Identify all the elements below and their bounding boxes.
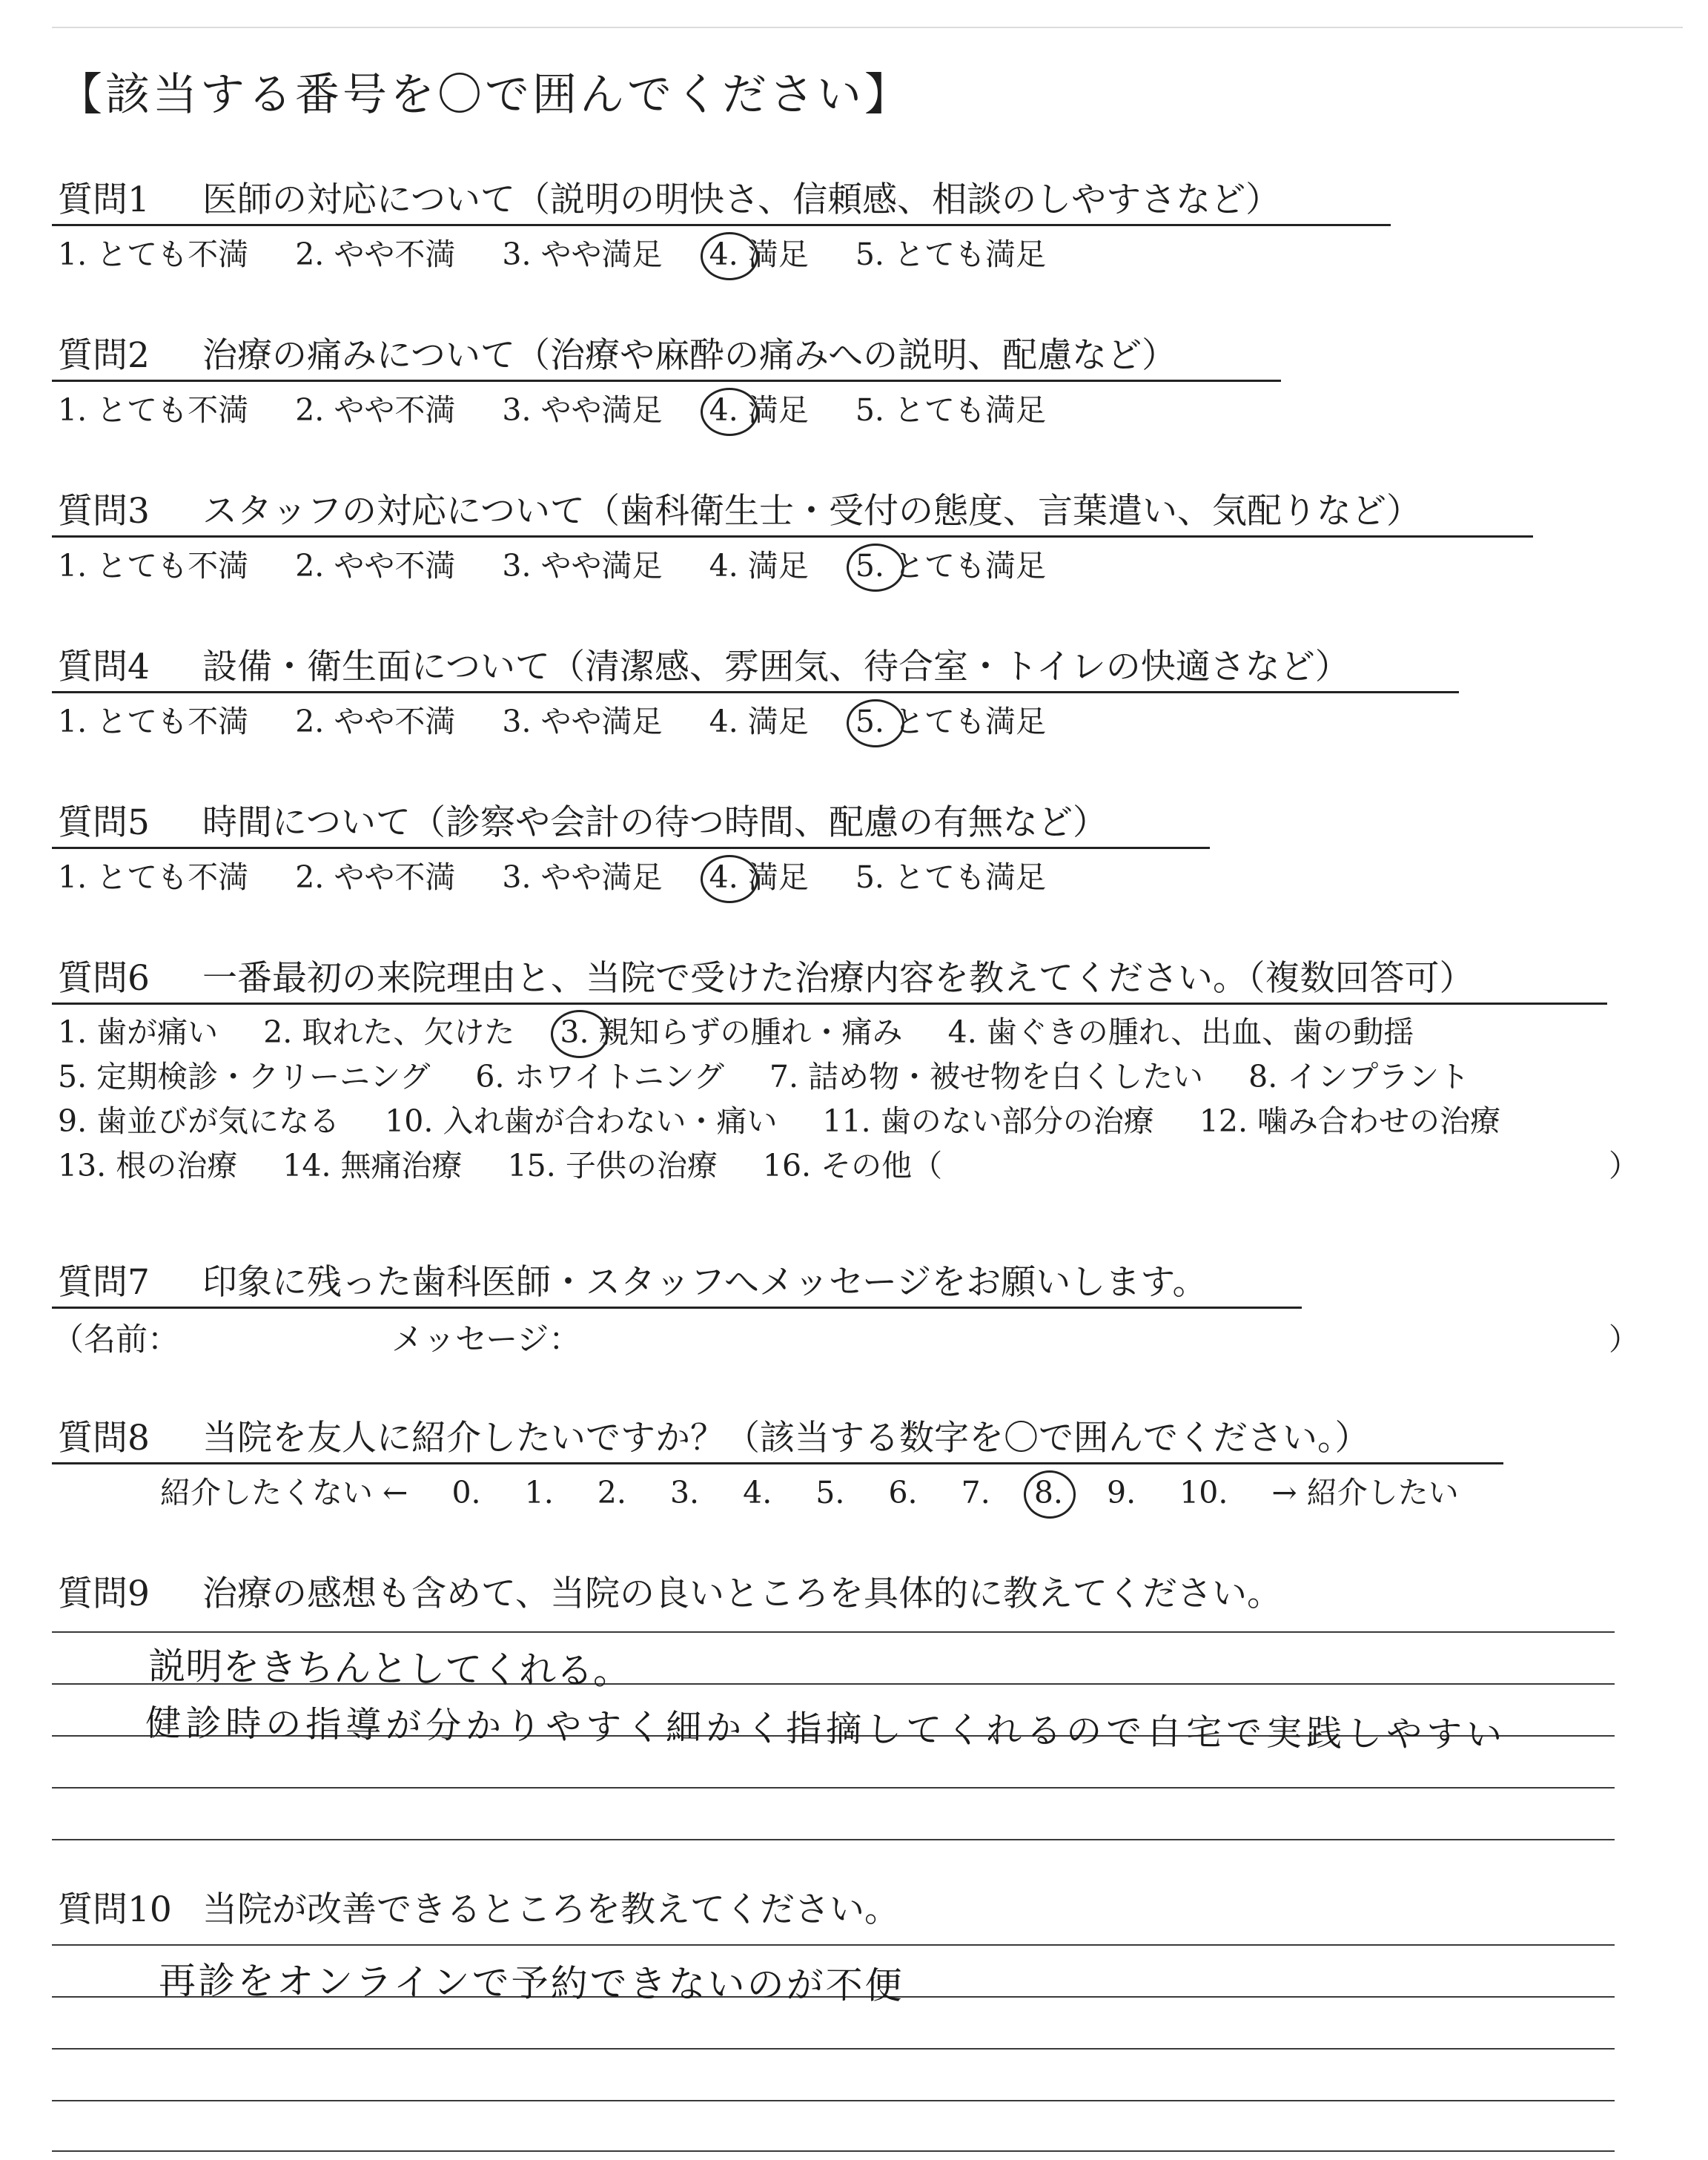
question-4-options	[58, 704, 1083, 739]
question-underline	[52, 1003, 1607, 1005]
question-5-title	[58, 802, 1108, 843]
question-4-title	[58, 647, 1350, 687]
scale-0[interactable]: 0.	[451, 1475, 481, 1510]
top-border	[52, 27, 1683, 28]
option-4[interactable]	[709, 237, 809, 272]
option-3[interactable]: 3. やや満足	[502, 392, 663, 428]
question-number: 質問6	[58, 958, 150, 999]
question-underline	[52, 1462, 1503, 1464]
answer-circle	[701, 388, 758, 436]
question-8-title	[58, 1418, 1370, 1459]
option-4[interactable]: 4. 満足	[709, 704, 809, 739]
scale-7[interactable]: 7.	[961, 1475, 990, 1510]
option-1[interactable]: 1. とても不満	[58, 548, 249, 584]
question-6-title	[58, 958, 1474, 999]
writing-line	[52, 1631, 1615, 1633]
scale-10[interactable]: 10.	[1179, 1475, 1228, 1510]
question-1-options	[58, 237, 1083, 272]
option-1[interactable]: 1. とても不満	[58, 704, 249, 739]
question-underline	[52, 535, 1533, 538]
option-2[interactable]: 2. やや不満	[295, 548, 456, 584]
q6-option-16[interactable]: 16. その他（	[762, 1148, 943, 1183]
question-text: 当院が改善できるところを教えてください。	[202, 1889, 899, 1930]
answer-circle	[1024, 1470, 1076, 1519]
q6-option-7[interactable]: 7. 詰め物・被せ物を白くしたい	[769, 1059, 1204, 1094]
question-underline	[52, 380, 1281, 382]
scale-right-label: → 紹介したい	[1271, 1475, 1459, 1510]
option-2[interactable]: 2. やや不満	[295, 704, 456, 739]
question-number: 質問7	[58, 1262, 150, 1303]
question-3-title	[58, 491, 1422, 532]
recommend-scale	[160, 1475, 1493, 1510]
q6-option-11[interactable]: 11. 歯のない部分の治療	[822, 1103, 1154, 1139]
question-number: 質問5	[58, 802, 150, 843]
option-1[interactable]: 1. とても不満	[58, 237, 249, 272]
q6-options-row-2	[58, 1059, 1505, 1094]
question-underline	[52, 1307, 1302, 1309]
q6-option-4[interactable]: 4. 歯ぐきの腫れ、出血、歯の動揺	[947, 1014, 1414, 1050]
question-number: 質問4	[58, 647, 150, 687]
handwritten-answer: 再診をオンラインで予約できないのが不便	[158, 1959, 904, 2008]
question-text: 医師の対応について（説明の明快さ、信頼感、相談のしやすさなど）	[202, 179, 1281, 220]
option-5-label: 5. とても満足	[855, 548, 1046, 584]
question-9-title	[58, 1573, 1282, 1614]
writing-line	[52, 2048, 1615, 2050]
question-text: 当院を友人に紹介したいですか？（該当する数字を〇で囲んでください。）	[202, 1418, 1370, 1459]
question-underline	[52, 224, 1391, 226]
question-1-title	[58, 179, 1281, 220]
question-underline	[52, 847, 1210, 849]
q6-close-paren: ）	[1609, 1148, 1639, 1183]
option-4-label: 4. 満足	[709, 237, 809, 272]
question-underline	[52, 691, 1459, 693]
option-4[interactable]	[709, 392, 809, 428]
q6-option-6[interactable]: 6. ホワイトニング	[475, 1059, 724, 1094]
question-number: 質問8	[58, 1418, 150, 1459]
q6-options-row-3	[58, 1103, 1536, 1139]
option-5[interactable]: 5. とても満足	[855, 859, 1046, 895]
option-1[interactable]: 1. とても不満	[58, 392, 249, 428]
question-2-title	[58, 335, 1177, 376]
q6-option-3-label: 3. 親知らずの腫れ・痛み	[560, 1014, 903, 1050]
option-5[interactable]: 5. とても満足	[855, 392, 1046, 428]
question-number: 質問2	[58, 335, 150, 376]
question-text: 印象に残った歯科医師・スタッフへメッセージをお願いします。	[202, 1262, 1208, 1303]
option-4[interactable]: 4. 満足	[709, 548, 809, 584]
handwritten-answer: 健診時の指導が分かりやすく細かく指摘してくれるので自宅で実践しやすい	[145, 1702, 1507, 1757]
q6-option-5[interactable]: 5. 定期検診・クリーニング	[58, 1059, 431, 1094]
name-label: （名前：	[52, 1321, 179, 1358]
option-4[interactable]	[709, 859, 809, 895]
writing-line	[52, 2150, 1615, 2152]
scale-3[interactable]: 3.	[669, 1475, 700, 1510]
answer-circle	[551, 1010, 609, 1058]
question-text: スタッフの対応について（歯科衛生士・受付の態度、言葉遣い、気配りなど）	[202, 491, 1422, 532]
q6-options-row-1	[58, 1014, 1449, 1050]
q6-option-2[interactable]: 2. 取れた、欠けた	[263, 1014, 515, 1050]
option-1[interactable]: 1. とても不満	[58, 859, 249, 895]
scale-8[interactable]	[1033, 1475, 1063, 1510]
option-5-label: 5. とても満足	[855, 704, 1046, 739]
option-5[interactable]	[855, 704, 1046, 739]
option-3[interactable]: 3. やや満足	[502, 237, 663, 272]
option-2[interactable]: 2. やや不満	[295, 392, 456, 428]
option-3[interactable]: 3. やや満足	[502, 548, 663, 584]
question-text: 治療の感想も含めて、当院の良いところを具体的に教えてください。	[202, 1573, 1282, 1614]
q6-option-14[interactable]: 14. 無痛治療	[282, 1148, 463, 1183]
option-5[interactable]: 5. とても満足	[855, 237, 1046, 272]
scale-9[interactable]: 9.	[1106, 1475, 1136, 1510]
option-4-label: 4. 満足	[709, 859, 809, 895]
answer-circle	[701, 855, 758, 903]
question-text: 治療の痛みについて（治療や麻酔の痛みへの説明、配慮など）	[202, 335, 1177, 376]
scale-left-label: 紹介したくない ←	[160, 1475, 408, 1510]
question-10-title	[58, 1889, 899, 1930]
question-5-options	[58, 859, 1083, 895]
q6-option-1[interactable]: 1. 歯が痛い	[58, 1014, 219, 1050]
q6-option-12[interactable]: 12. 噛み合わせの治療	[1199, 1103, 1501, 1139]
q6-option-10[interactable]: 10. 入れ歯が合わない・痛い	[385, 1103, 778, 1139]
writing-line	[52, 2100, 1615, 2101]
page-title: 【該当する番号を〇で囲んでください】	[58, 69, 912, 121]
question-number: 質問9	[58, 1573, 150, 1614]
answer-circle	[701, 232, 758, 280]
question-number: 質問1	[58, 179, 150, 220]
scale-8-label: 8.	[1033, 1475, 1063, 1510]
option-2[interactable]: 2. やや不満	[295, 237, 456, 272]
question-number: 質問3	[58, 491, 150, 532]
writing-line	[52, 1787, 1615, 1789]
scale-2[interactable]: 2.	[597, 1475, 626, 1510]
option-3[interactable]: 3. やや満足	[502, 859, 663, 895]
option-5[interactable]	[855, 548, 1046, 584]
q6-option-8[interactable]: 8. インプラント	[1248, 1059, 1470, 1094]
question-text: 一番最初の来院理由と、当院で受けた治療内容を教えてください。（複数回答可）	[202, 958, 1474, 999]
option-4-label: 4. 満足	[709, 392, 809, 428]
q6-options-row-4	[58, 1148, 978, 1183]
question-text: 設備・衛生面について（清潔感、雰囲気、待合室・トイレの快適さなど）	[202, 647, 1350, 687]
option-3[interactable]: 3. やや満足	[502, 704, 663, 739]
q6-option-3[interactable]	[560, 1014, 903, 1050]
question-3-options	[58, 548, 1083, 584]
option-2[interactable]: 2. やや不満	[295, 859, 456, 895]
q6-option-13[interactable]: 13. 根の治療	[58, 1148, 238, 1183]
answer-circle	[847, 544, 904, 592]
q6-option-15[interactable]: 15. 子供の治療	[507, 1148, 718, 1183]
message-label: メッセージ：	[391, 1321, 581, 1358]
writing-line	[52, 1839, 1615, 1840]
question-text: 時間について（診察や会計の待つ時間、配慮の有無など）	[202, 802, 1108, 843]
answer-circle	[847, 699, 904, 747]
question-7-title	[58, 1262, 1208, 1303]
question-2-options	[58, 392, 1083, 428]
scale-4[interactable]: 4.	[743, 1475, 772, 1510]
scale-5[interactable]: 5.	[815, 1475, 845, 1510]
question-number: 質問10	[58, 1889, 172, 1930]
scale-1[interactable]: 1.	[524, 1475, 554, 1510]
scale-6[interactable]: 6.	[888, 1475, 918, 1510]
q7-close-paren: ）	[1609, 1321, 1639, 1357]
handwritten-answer: 説明をきちんとしてくれる。	[148, 1645, 631, 1693]
q6-option-9[interactable]: 9. 歯並びが気になる	[58, 1103, 340, 1139]
writing-line	[52, 1944, 1615, 1946]
